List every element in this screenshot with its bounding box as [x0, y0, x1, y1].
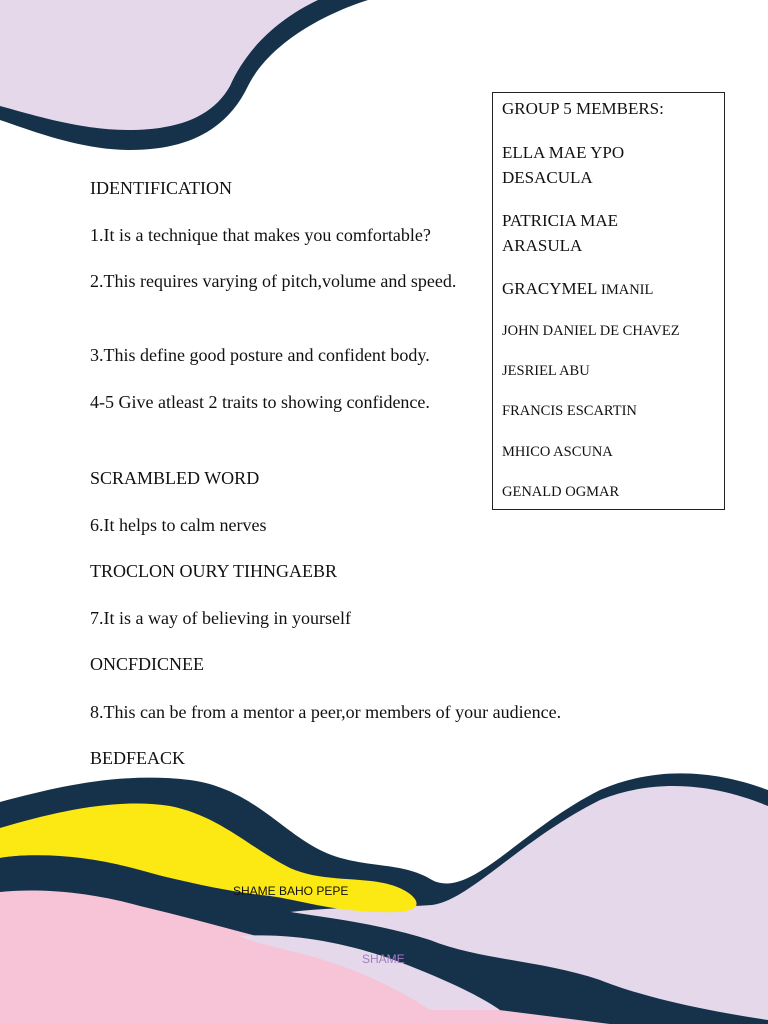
identification-heading: IDENTIFICATION — [90, 178, 232, 198]
member-1: ELLA MAE YPO DESACULA — [502, 143, 625, 187]
footer-text-2: SHAME — [362, 952, 405, 966]
question-6: 6.It helps to calm nerves — [90, 515, 267, 535]
members-title: GROUP 5 MEMBERS: — [502, 99, 664, 118]
question-1: 1.It is a technique that makes you comfortable? — [90, 225, 431, 245]
question-3: 3.This define good posture and confident body. — [90, 345, 430, 365]
member-3-last: IMANIL — [601, 282, 654, 298]
scrambled-heading: SCRAMBLED WORD — [90, 468, 260, 488]
footer-text-1: SHAME BAHO PEPE — [233, 884, 349, 898]
member-7: MHICO ASCUNA — [502, 444, 613, 460]
question-7-scrambled: ONCFDICNEE — [90, 654, 205, 674]
member-6: FRANCIS ESCARTIN — [502, 403, 637, 419]
question-8: 8.This can be from a mentor a peer,or members of your audience. — [90, 702, 562, 722]
group-members-box — [492, 92, 725, 510]
member-2: PATRICIA MAE ARASULA — [502, 211, 619, 255]
member-8: GENALD OGMAR — [502, 484, 620, 500]
member-5: JESRIEL ABU — [502, 363, 590, 379]
question-6-scrambled: TROCLON OURY TIHNGAEBR — [90, 561, 338, 581]
member-3-first: GRACYMEL — [502, 279, 597, 298]
question-7: 7.It is a way of believing in yourself — [90, 608, 351, 628]
member-4: JOHN DANIEL DE CHAVEZ — [502, 323, 680, 339]
question-4-5: 4-5 Give atleast 2 traits to showing confidence. — [90, 392, 430, 412]
question-8-scrambled: BEDFEACK — [90, 748, 186, 768]
question-2: 2.This requires varying of pitch,volume and speed. — [90, 271, 457, 291]
member-3 — [502, 276, 653, 303]
